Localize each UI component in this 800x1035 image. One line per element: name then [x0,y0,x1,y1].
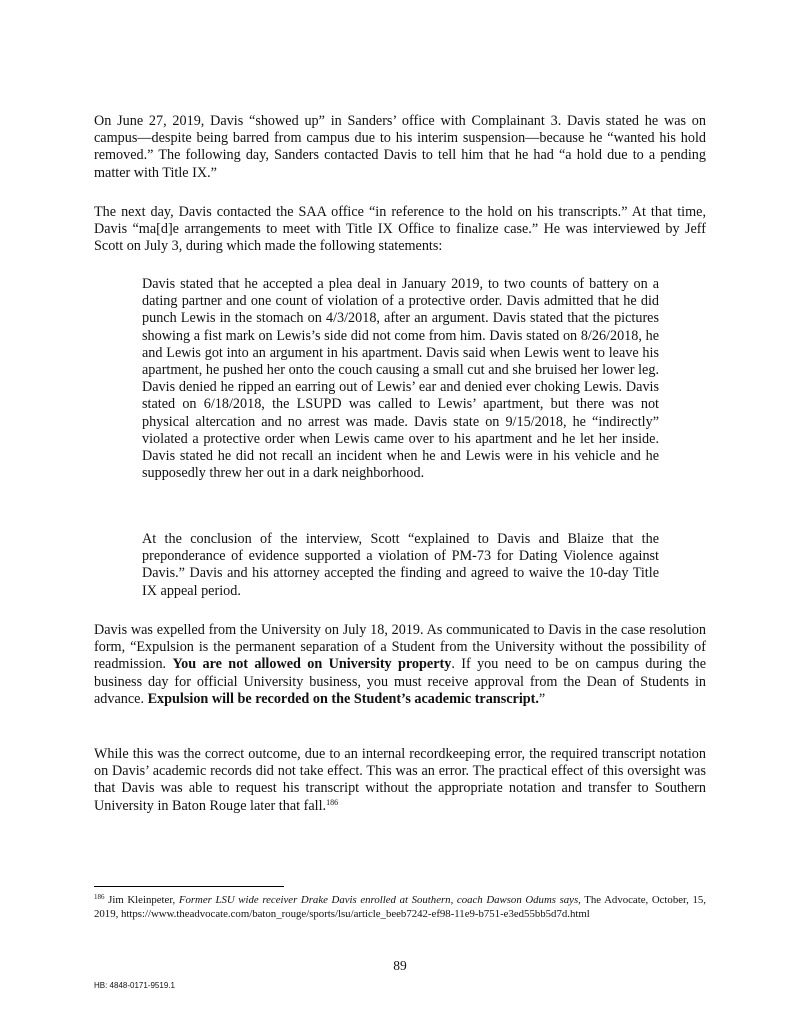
recordkeeping-text: While this was the correct outcome, due to an internal recordkeeping error, the required transcript notation on Davis’ academic records did not take effect. This was an error. The practical effect of this oversight was that Davis was able to request his transcript without the appropriate notation and transfer to Southern University in Baton Rouge later that fall. [94,746,706,814]
expulsion-text-3: ” [538,690,546,707]
paragraph-campus-visit: On June 27, 2019, Davis “showed up” in Sanders’ office with Complainant 3. Davis stated he was on campus—despite being barred from campus due to his interim suspension—because he “wanted his hold removed.” The following day, Sanders contacted Davis to tell him that he had “a hold due to a pending matter with Title IX.” [94,113,706,181]
paragraph-recordkeeping-error [94,746,706,815]
footnote-divider [94,886,284,887]
footnote-source: The Advocate, October, 15, 2019, https://www.theadvocate.com/baton_rouge/sports/lsu/article_beeb7242-ef98-11e9-b751-e3ed55bb5d7d.html [94,894,707,920]
block-quote-interview-conclusion: At the conclusion of the interview, Scott “explained to Davis and Blaize that the preponderance of evidence supported a violation of PM-73 for Dating Violence against Davis.” Davis and his attorney accepted the finding and agreed to waive the 10-day Title IX appeal period. [142,531,659,599]
page-number: 89 [393,958,407,973]
footnote-article-title: Former LSU wide receiver Drake Davis enrolled at Southern, coach Dawson Odums says, [178,894,581,906]
expulsion-bold-transcript: Expulsion will be recorded on the Student’s academic transcript. [147,690,539,707]
block-quote-interview-statements: Davis stated that he accepted a plea deal in January 2019, to two counts of battery on a dating partner and one count of violation of a protective order. Davis admitted that he did punch Lewis in the stomach on 4/3/2018, after an argument. Davis stated that the pictures showing a fist mark on Lewis’s side did not come from him. Davis stated on 8/26/2018, he and Lewis got into an argument in his apartment. Davis said when Lewis went to leave his apartment, he pushed her onto the couch causing a small cut and she bruised her lower leg. Davis denied he ripped an earring out of Lewis’ ear and denied ever choking Lewis. Davis stated on 6/18/2018, the LSUPD was called to Lewis’ apartment, but there was not physical altercation and no arrest was made. Davis state on 9/15/2018, he “indirectly” violated a protective order when Lewis came over to his apartment and he let her inside. Davis stated he did not recall an incident when he and Lewis were in his vehicle and he supposedly threw her out in a dark neighborhood. [142,276,659,482]
paragraph-expulsion [94,622,706,708]
footnote-reference-186[interactable]: 186 [326,797,339,807]
footnote-number: 186 [94,893,105,901]
expulsion-text-2: . If you need to be on campus during the business day for official University business, you must receive approval from the Dean of Students in advance. [94,656,707,707]
paragraph-saa-contact: The next day, Davis contacted the SAA office “in reference to the hold on his transcripts.” At that time, Davis “ma[d]e arrangements to meet with Title IX Office to finalize case.” He was interviewed by Jeff Scott on July 3, during which made the following statements: [94,204,706,255]
footnote-author: Jim Kleinpeter, [104,894,179,906]
footnote-186 [94,894,706,921]
expulsion-bold-property: You are not allowed on University property [172,656,452,673]
expulsion-text-1: Davis was expelled from the University on July 18, 2019. As communicated to Davis in the case resolution form, “Expulsion is the permanent separation of a Student from the University without the possibility of readmission. [94,622,706,673]
document-id: HB: 4848-0171-9519.1 [94,981,175,990]
